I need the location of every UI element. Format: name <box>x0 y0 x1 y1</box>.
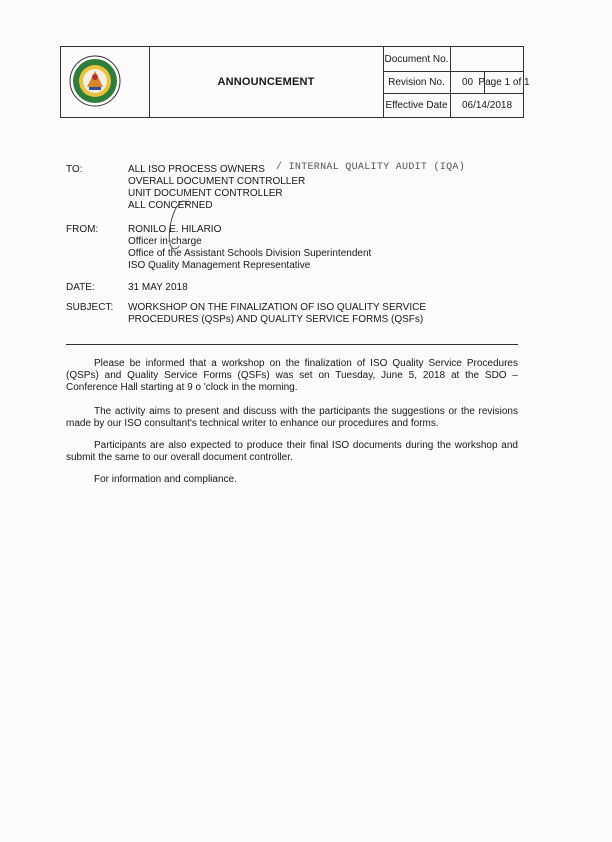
from-line: ISO Quality Management Representative <box>128 260 311 271</box>
document-no-label: Document No. <box>383 47 451 71</box>
subject-line: PROCEDURES (QSPs) AND QUALITY SERVICE FORMS (QSFs) <box>128 314 424 325</box>
body-paragraph: Participants are also expected to produce their final ISO documents during the workshop and submit the same to our overall document controller. <box>66 440 518 463</box>
revision-label: Revision No. <box>383 71 451 93</box>
to-line: ALL CONCERNED <box>128 200 213 211</box>
from-name: RONILO E. HILARIO <box>128 224 222 235</box>
from-line: Office of the Assistant Schools Division Superintendent <box>128 248 372 259</box>
divider-line <box>66 344 518 345</box>
subject-line: WORKSHOP ON THE FINALIZATION OF ISO QUALITY SERVICE <box>128 302 427 313</box>
from-label: FROM: <box>66 224 99 235</box>
from-line: Officer in-charge <box>128 236 202 247</box>
to-line: OVERALL DOCUMENT CONTROLLER <box>128 176 306 187</box>
body-paragraph: The activity aims to present and discuss with the participants the suggestions or the revisions made by our ISO consultant's technical writer to enhance our procedures and forms. <box>66 406 518 429</box>
to-label: TO: <box>66 164 83 175</box>
logo-cell <box>61 47 150 117</box>
to-line: UNIT DOCUMENT CONTROLLER <box>128 188 283 199</box>
effective-date-value: 06/14/2018 <box>461 99 513 111</box>
date-label: DATE: <box>66 282 95 293</box>
revision-value: 00 <box>451 71 485 93</box>
body-paragraph: Please be informed that a workshop on the finalization of ISO Quality Service Procedures (QSPs) and Quality Service Forms (QSFs) was set on Tuesday, June 5, 2018 at the SDO – Conference Hall starting at 9 o 'clock in the morning. <box>66 358 518 393</box>
document-header-table <box>60 46 530 118</box>
subject-label: SUBJECT: <box>66 302 114 313</box>
body-paragraph: For information and compliance. <box>94 474 237 485</box>
document-no-value <box>451 47 523 71</box>
date-value: 31 MAY 2018 <box>128 282 188 293</box>
effective-date-label: Effective Date <box>383 93 451 117</box>
division-seal-icon <box>69 55 121 107</box>
header-title: ANNOUNCEMENT <box>149 47 384 117</box>
typed-note: / INTERNAL QUALITY AUDIT (IQA) <box>276 162 466 173</box>
to-line: ALL ISO PROCESS OWNERS <box>128 164 265 175</box>
page-indicator: Page 1 of 1 <box>478 76 530 88</box>
